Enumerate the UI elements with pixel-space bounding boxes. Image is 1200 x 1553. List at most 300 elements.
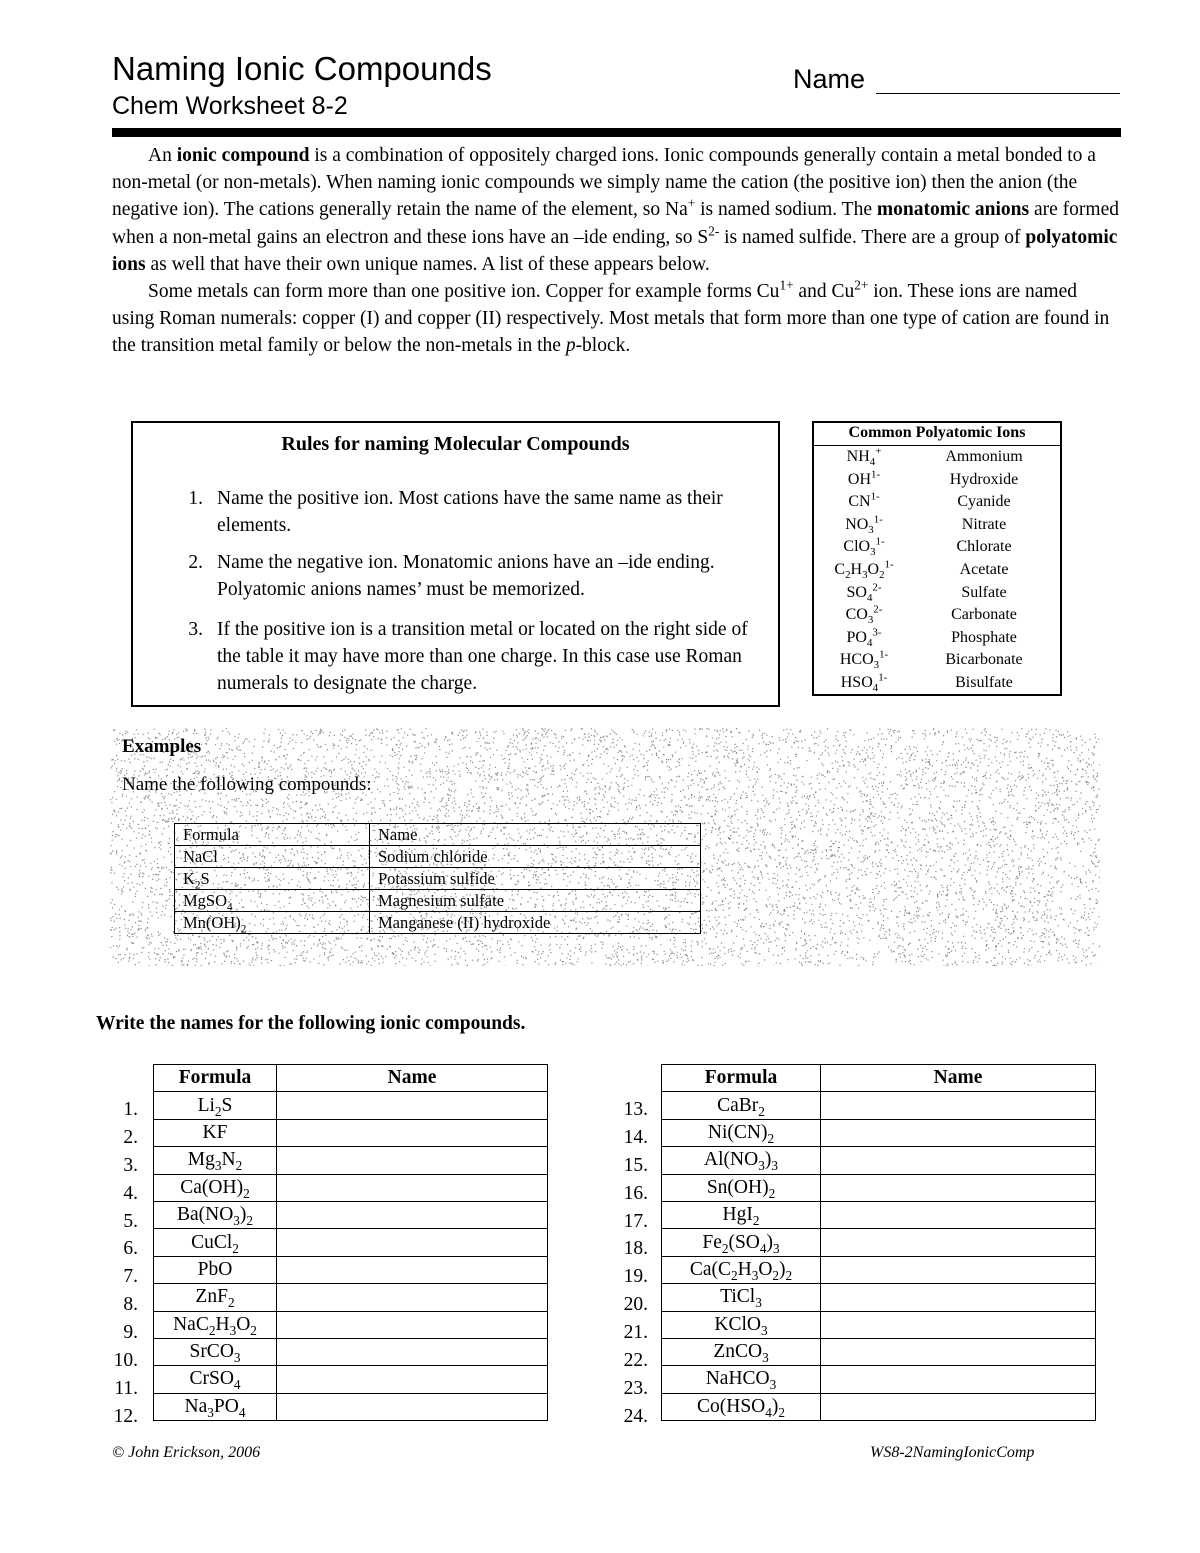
formula-part: 2	[730, 1267, 738, 1283]
formula-part: H	[215, 1313, 230, 1335]
worksheet-title: Naming Ionic Compounds	[112, 50, 492, 87]
answer-blank[interactable]	[821, 1229, 1096, 1256]
formula-part: 3	[207, 1404, 214, 1420]
formula-part: 2	[758, 1103, 765, 1119]
exercise-formula	[154, 1229, 277, 1256]
exercise-row	[154, 1229, 548, 1256]
example-formula	[175, 868, 370, 890]
ion-formula	[814, 649, 914, 672]
ion-formula	[814, 627, 914, 650]
example-formula	[175, 912, 370, 934]
exercise-row	[154, 1338, 548, 1365]
exercise-header-row	[662, 1065, 1096, 1092]
formula-part: 2	[194, 879, 201, 892]
formula-part: TiCl	[720, 1286, 756, 1308]
answer-blank[interactable]	[821, 1311, 1096, 1338]
polyatomic-ion-row	[814, 491, 1060, 514]
formula-part: 3	[773, 1240, 780, 1256]
exercise-instruction: Write the names for the following ionic compounds.	[96, 1013, 526, 1034]
ion-name: Nitrate	[961, 515, 1007, 533]
answer-blank[interactable]	[821, 1147, 1096, 1174]
exercise-formula	[662, 1119, 821, 1146]
ion-formula	[814, 604, 914, 627]
formula-part: ZnCO	[713, 1341, 763, 1363]
exercise-formula	[662, 1311, 821, 1338]
question-numbers-left	[100, 1096, 138, 1431]
answer-blank[interactable]	[821, 1174, 1096, 1201]
formula-part: NH	[846, 448, 870, 465]
name-blank-line[interactable]	[876, 93, 1120, 94]
footer-copyright: © John Erickson, 2006	[112, 1444, 261, 1461]
formula-part: HSO	[840, 674, 873, 691]
rule-text: Name the positive ion. Most cations have the same name as their elements.	[217, 488, 723, 536]
examples-instruction: Name the following compounds:	[122, 774, 372, 795]
question-number: 19.	[623, 1266, 648, 1288]
exercise-row	[154, 1256, 548, 1283]
formula-part: 4	[227, 901, 233, 914]
formula-part: CrSO	[189, 1368, 234, 1390]
exercise-row	[154, 1311, 548, 1338]
exercise-formula	[662, 1256, 821, 1283]
formula-part: O	[758, 1258, 773, 1280]
formula-part: PO	[846, 628, 867, 646]
exercise-formula	[154, 1284, 277, 1311]
exercise-formula	[662, 1366, 821, 1393]
rule-number: 1.	[188, 488, 203, 509]
intro-paragraph-1	[112, 142, 1124, 278]
formula-part: 2	[250, 1322, 257, 1338]
question-number: 13.	[623, 1099, 648, 1120]
formula-part: Ni(CN)	[707, 1121, 768, 1143]
formula-part: CaBr	[717, 1094, 759, 1116]
exercise-table-left	[153, 1064, 548, 1421]
formula-part: N	[221, 1149, 236, 1171]
formula-part: Mn(OH)	[183, 913, 241, 932]
answer-blank[interactable]	[277, 1201, 548, 1228]
intro-paragraph-2	[112, 278, 1124, 360]
formula-part: PbO	[197, 1258, 233, 1280]
text-run: Some metals can form more than one positive ion. Copper for example forms Cu	[148, 281, 780, 303]
formula-part: NO	[845, 515, 869, 533]
polyatomic-ion-row	[814, 446, 1060, 469]
text-run: is named sulfide. There are a group of	[719, 226, 1026, 248]
ion-formula	[814, 582, 914, 605]
formula-part: 2	[768, 1185, 776, 1201]
exercise-row	[154, 1147, 548, 1174]
formula-part: H	[737, 1258, 752, 1280]
polyatomic-ion-row	[814, 604, 1060, 627]
examples-row	[175, 890, 701, 912]
formula-part: 2	[772, 1267, 780, 1283]
exercise-formula	[662, 1147, 821, 1174]
text-run: 1+	[779, 277, 794, 293]
formula-part: OH	[847, 470, 872, 488]
ion-name: Chlorate	[956, 538, 1012, 556]
formula-part: O	[867, 561, 880, 578]
formula-part: 3	[214, 1158, 222, 1174]
formula-part: )	[779, 1258, 786, 1280]
answer-blank[interactable]	[277, 1366, 548, 1393]
ion-name: Ammonium	[945, 448, 1023, 465]
answer-blank[interactable]	[821, 1366, 1096, 1393]
formula-part: KF	[202, 1121, 228, 1143]
formula-part: 4	[759, 1240, 767, 1256]
exercise-formula	[154, 1119, 277, 1146]
formula-part: HCO	[839, 651, 874, 669]
formula-part: 2	[235, 1158, 243, 1174]
text-run: are formed when a non-metal gains an electron and these ions have an –ide ending, so S	[112, 199, 1119, 248]
formula-part: 3	[233, 1213, 240, 1229]
question-number: 1.	[123, 1099, 138, 1120]
exercise-row	[662, 1147, 1096, 1174]
exercise-row	[154, 1366, 548, 1393]
formula-part: 2	[232, 1240, 239, 1256]
formula-part: KClO	[714, 1313, 761, 1335]
formula-part: 2-	[872, 581, 882, 594]
polyatomic-ion-row	[814, 627, 1060, 650]
formula-part: 3-	[872, 626, 882, 639]
question-number: 10.	[113, 1350, 138, 1372]
formula-part: 1-	[884, 558, 894, 571]
examples-row	[175, 868, 701, 890]
text-run: ionic compound	[176, 145, 310, 166]
ion-name: Bisulfate	[955, 674, 1013, 691]
exercise-formula	[662, 1393, 821, 1420]
exercise-header-formula: Formula	[662, 1065, 821, 1092]
question-numbers-right	[600, 1096, 648, 1431]
text-run: 2+	[854, 277, 869, 293]
question-number: 24.	[623, 1405, 648, 1427]
formula-part: 2-	[873, 603, 883, 616]
formula-part: Al(NO	[704, 1149, 759, 1171]
formula-part: 2	[845, 569, 851, 582]
exercise-row	[154, 1092, 548, 1119]
formula-part: 3	[867, 614, 874, 627]
ion-name: Carbonate	[951, 606, 1017, 624]
exercise-row	[662, 1201, 1096, 1228]
answer-blank[interactable]	[821, 1201, 1096, 1228]
formula-part: 2	[721, 1240, 729, 1256]
exercise-row	[154, 1284, 548, 1311]
formula-part: CO	[845, 606, 868, 624]
formula-part: 1-	[875, 536, 885, 549]
exercise-formula	[154, 1092, 277, 1119]
answer-blank[interactable]	[821, 1092, 1096, 1119]
formula-part: S	[221, 1094, 233, 1116]
exercise-row	[662, 1366, 1096, 1393]
exercise-row	[662, 1119, 1096, 1146]
exercise-header-formula: Formula	[154, 1065, 277, 1092]
question-number: 15.	[623, 1154, 648, 1176]
exercise-row	[662, 1311, 1096, 1338]
question-number: 6.	[123, 1238, 138, 1260]
formula-part: Ca(OH)	[180, 1176, 244, 1198]
answer-blank[interactable]	[821, 1393, 1096, 1420]
question-number: 23.	[623, 1377, 648, 1399]
example-formula	[175, 890, 370, 912]
exercise-row	[662, 1229, 1096, 1256]
formula-part: 1-	[873, 513, 883, 526]
formula-part: 2	[785, 1267, 793, 1283]
formula-part: 2	[227, 1295, 235, 1311]
formula-part: Co(HSO	[696, 1395, 766, 1417]
worksheet-subtitle: Chem Worksheet 8-2	[112, 92, 348, 120]
formula-part: K	[183, 869, 195, 888]
polyatomic-ion-row	[814, 672, 1060, 695]
answer-blank[interactable]	[277, 1311, 548, 1338]
name-label: Name	[793, 64, 866, 94]
exercise-row	[154, 1201, 548, 1228]
examples-row	[175, 912, 701, 934]
answer-blank[interactable]	[277, 1393, 548, 1420]
ion-formula	[814, 491, 914, 514]
formula-part: 3	[771, 1158, 778, 1174]
exercise-formula	[662, 1284, 821, 1311]
ion-formula	[814, 469, 914, 492]
exercise-formula	[154, 1366, 277, 1393]
formula-part: NaHCO	[705, 1368, 770, 1390]
ion-formula	[814, 559, 914, 582]
question-number: 22.	[623, 1350, 648, 1372]
examples-table	[174, 823, 701, 934]
exercise-formula	[154, 1174, 277, 1201]
formula-part: Na	[184, 1395, 208, 1417]
question-number: 17.	[623, 1210, 648, 1232]
formula-part: SO	[846, 583, 867, 601]
answer-blank[interactable]	[277, 1338, 548, 1365]
ion-name: Hydroxide	[949, 470, 1019, 488]
formula-part: 3	[870, 546, 876, 559]
ion-formula	[814, 446, 914, 469]
exercise-row	[662, 1338, 1096, 1365]
formula-part: (SO	[728, 1231, 760, 1253]
header-divider	[112, 128, 1121, 137]
example-name: Magnesium sulfate	[370, 890, 701, 912]
formula-part: 4	[869, 456, 876, 469]
formula-part: C	[834, 561, 846, 578]
polyatomic-ion-row	[814, 514, 1060, 537]
ion-formula	[814, 514, 914, 537]
formula-part: )	[766, 1231, 774, 1253]
formula-part: CN	[848, 493, 871, 511]
formula-part: H	[850, 561, 863, 578]
answer-blank[interactable]	[277, 1147, 548, 1174]
exercise-header-row	[154, 1065, 548, 1092]
formula-part: 2	[778, 1404, 785, 1420]
exercise-row	[154, 1174, 548, 1201]
formula-part: 3	[762, 1349, 769, 1365]
question-number: 16.	[623, 1182, 648, 1204]
answer-blank[interactable]	[821, 1119, 1096, 1146]
formula-part: Li	[197, 1094, 215, 1116]
exercise-formula	[662, 1201, 821, 1228]
formula-part: Ba(NO	[176, 1204, 234, 1226]
examples-box	[110, 728, 1100, 966]
formula-part: 3	[760, 1322, 768, 1338]
formula-part: 2	[214, 1103, 222, 1119]
text-run: is a combination of oppositely charged ions. Ionic compounds generally contain a metal bonded to a non-metal (or non-metals). When naming ionic compounds we simply name the cation (the positive ion) then the anion (the negative ion). The cations generally retain the name of the element, so Na	[112, 145, 1096, 221]
formula-part: HgI	[722, 1204, 753, 1226]
polyatomic-ions-table	[812, 421, 1062, 696]
formula-part: 2	[208, 1322, 216, 1338]
exercise-header-name: Name	[821, 1065, 1096, 1092]
formula-part: 3	[233, 1349, 241, 1365]
polyatomic-ion-row	[814, 536, 1060, 559]
answer-blank[interactable]	[277, 1119, 548, 1146]
formula-part: 3	[862, 569, 868, 582]
exercise-row	[662, 1284, 1096, 1311]
ion-formula	[814, 536, 914, 559]
formula-part: ClO	[843, 538, 871, 556]
rule-text: If the positive ion is a transition metal or located on the right side of the table it may have more than one charge. In this case use Roman numerals to designate the charge.	[217, 619, 748, 694]
formula-part: )	[771, 1395, 779, 1417]
formula-part: 2	[246, 1213, 254, 1229]
formula-part: 1-	[871, 468, 881, 481]
text-run: ion. These ions are named using Roman numerals: copper (I) and copper (II) respectively. Most metals that form more than one type of cation are found in the transition metal family or below the non-metals in the	[112, 281, 1110, 357]
exercise-row	[154, 1119, 548, 1146]
formula-part: 1-	[870, 490, 880, 503]
text-run: +	[687, 195, 696, 211]
question-number: 20.	[623, 1294, 648, 1316]
ion-name: Acetate	[959, 561, 1009, 578]
exercise-formula	[154, 1201, 277, 1228]
exercise-row	[662, 1256, 1096, 1283]
polyatomic-ion-row	[814, 559, 1060, 582]
answer-blank[interactable]	[277, 1256, 548, 1283]
answer-blank[interactable]	[277, 1174, 548, 1201]
example-name: Potassium sulfide	[370, 868, 701, 890]
question-number: 14.	[623, 1126, 648, 1148]
formula-part: 2	[243, 1185, 250, 1201]
polyatomic-ion-row	[814, 469, 1060, 492]
exercise-row	[662, 1174, 1096, 1201]
examples-header-formula: Formula	[175, 824, 370, 846]
text-run: p	[565, 335, 576, 357]
formula-part: MgSO	[183, 891, 228, 910]
formula-part: SrCO	[189, 1341, 234, 1363]
polyatomic-ion-row	[814, 649, 1060, 672]
question-number: 21.	[623, 1322, 648, 1344]
text-run: polyatomic ions	[112, 226, 1118, 275]
question-number: 11.	[114, 1377, 138, 1399]
formula-part: 3	[868, 523, 874, 536]
formula-part: 4	[872, 682, 879, 695]
footer-document-id: WS8-2NamingIonicComp	[870, 1444, 1035, 1461]
question-number: 9.	[123, 1322, 138, 1344]
rule-number: 2.	[188, 552, 203, 573]
question-number: 4.	[123, 1182, 138, 1204]
example-name: Sodium chloride	[370, 846, 701, 868]
ion-formula	[814, 672, 914, 695]
text-run: and Cu	[793, 281, 855, 303]
formula-part: )	[764, 1149, 772, 1171]
formula-part: Sn(OH)	[706, 1176, 769, 1198]
exercise-formula	[154, 1338, 277, 1365]
text-run: monatomic anions	[876, 199, 1030, 221]
exercise-formula	[662, 1174, 821, 1201]
examples-row	[175, 846, 701, 868]
formula-part: NaC	[173, 1313, 209, 1335]
question-number: 12.	[113, 1405, 138, 1427]
answer-blank[interactable]	[821, 1338, 1096, 1365]
formula-part: 3	[751, 1267, 759, 1283]
formula-part: 2	[240, 923, 247, 936]
question-number: 3.	[123, 1154, 138, 1176]
polyatomic-ion-row	[814, 582, 1060, 605]
formula-part: 2	[752, 1213, 760, 1229]
exercise-header-name: Name	[277, 1065, 548, 1092]
answer-blank[interactable]	[277, 1092, 548, 1119]
text-run: 2-	[708, 223, 720, 239]
formula-part: S	[200, 869, 210, 888]
formula-part: +	[875, 445, 882, 458]
exercise-formula	[662, 1229, 821, 1256]
example-name: Manganese (II) hydroxide	[370, 912, 701, 934]
formula-part: 4	[233, 1377, 241, 1393]
ion-name: Sulfate	[961, 583, 1007, 601]
exercise-formula	[662, 1338, 821, 1365]
text-run: as well that have their own unique names. A list of these appears below.	[145, 253, 710, 275]
rules-title: Rules for naming Molecular Compounds	[281, 433, 630, 455]
formula-part: )	[239, 1204, 247, 1226]
text-run: -block.	[575, 335, 631, 357]
examples-label: Examples	[122, 736, 202, 757]
formula-part: 3	[755, 1295, 762, 1311]
examples-header-name: Name	[370, 824, 701, 846]
formula-part: 4	[866, 636, 873, 649]
formula-part: 2	[767, 1130, 775, 1146]
ion-name: Phosphate	[951, 628, 1017, 646]
exercise-formula	[154, 1147, 277, 1174]
formula-part: 3	[769, 1377, 777, 1393]
exercise-row	[662, 1092, 1096, 1119]
formula-part: 4	[238, 1404, 246, 1420]
formula-part: Fe	[702, 1231, 722, 1253]
exercise-row	[154, 1393, 548, 1420]
formula-part: 3	[758, 1158, 765, 1174]
formula-part: PO	[213, 1395, 239, 1417]
answer-blank[interactable]	[277, 1229, 548, 1256]
exercise-formula	[662, 1092, 821, 1119]
intro-text	[112, 142, 1124, 360]
answer-blank[interactable]	[821, 1284, 1096, 1311]
answer-blank[interactable]	[821, 1256, 1096, 1283]
question-number: 2.	[123, 1126, 138, 1148]
ion-name: Bicarbonate	[945, 651, 1023, 669]
polyatomic-ions-title: Common Polyatomic Ions	[814, 424, 1060, 446]
rule-text: Name the negative ion. Monatomic anions have an –ide ending. Polyatomic anions names’ must be memorized.	[217, 552, 715, 600]
answer-blank[interactable]	[277, 1284, 548, 1311]
exercise-row	[662, 1393, 1096, 1420]
formula-part: Ca(C	[689, 1258, 731, 1280]
formula-part: 1-	[879, 649, 889, 662]
ion-name: Cyanide	[957, 493, 1011, 511]
formula-part: CuCl	[191, 1231, 233, 1253]
formula-part: 2	[879, 569, 885, 582]
formula-part: 1-	[878, 671, 888, 684]
examples-header-row	[175, 824, 701, 846]
exercise-formula	[154, 1311, 277, 1338]
text-run: An	[148, 145, 177, 166]
question-number: 5.	[123, 1210, 138, 1232]
rules-box	[131, 421, 780, 707]
formula-part: NaCl	[183, 847, 218, 866]
text-run: is named sodium. The	[695, 199, 877, 221]
rule-number: 3.	[188, 619, 203, 640]
exercise-formula	[154, 1256, 277, 1283]
exercise-formula	[154, 1393, 277, 1420]
formula-part: 4	[765, 1404, 772, 1420]
